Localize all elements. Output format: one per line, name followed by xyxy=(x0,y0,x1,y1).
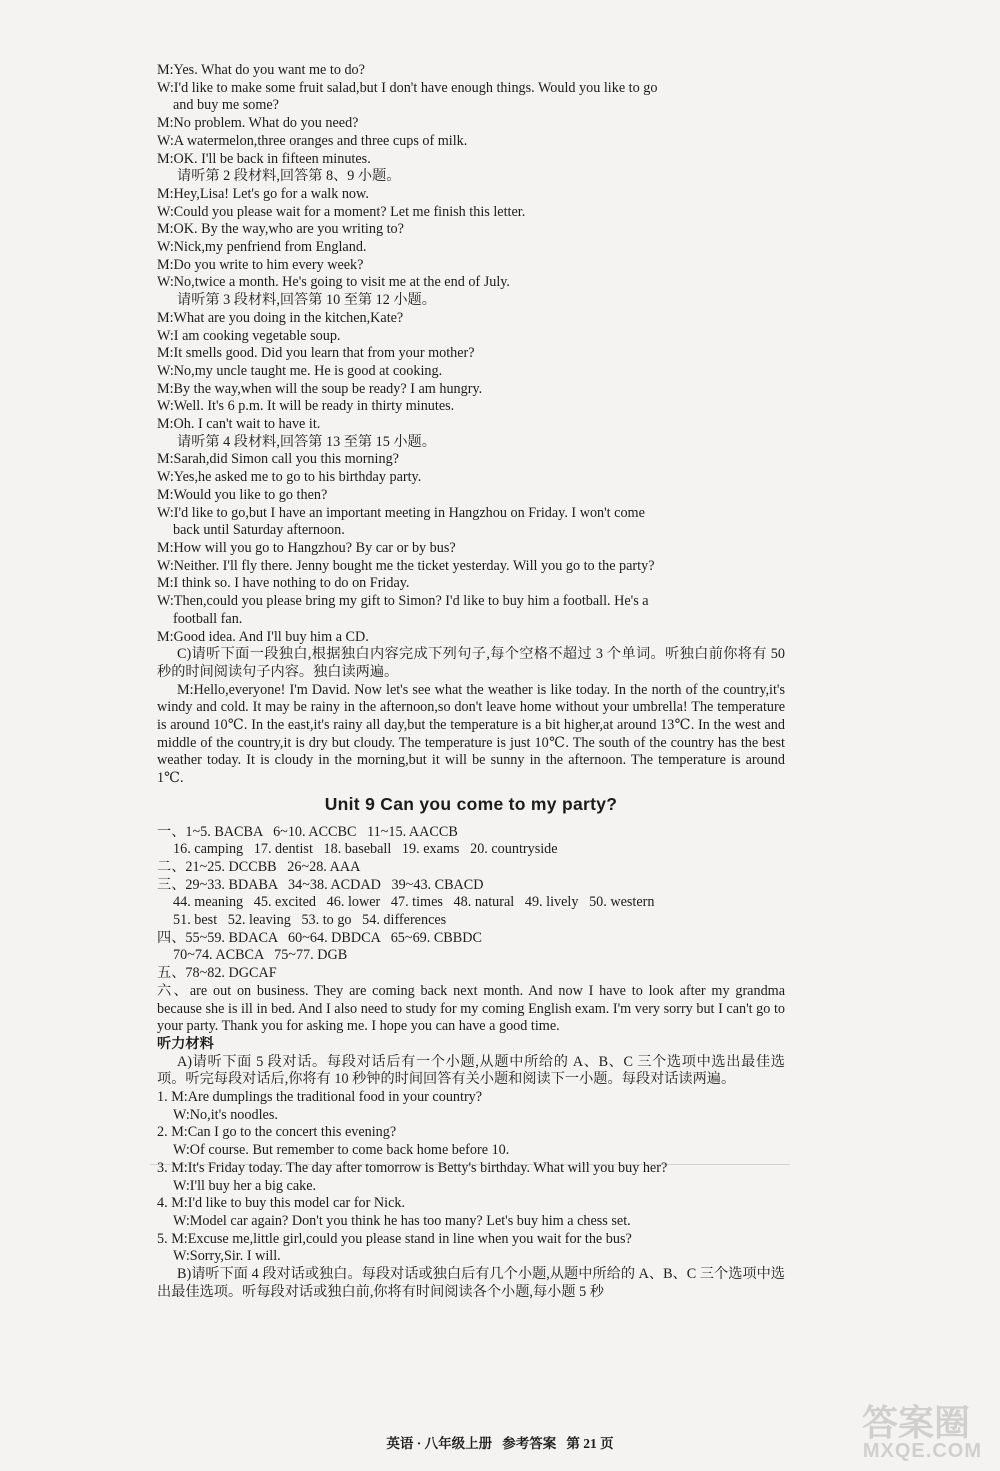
dialogue-line: M:Oh. I can't wait to have it. xyxy=(157,416,321,433)
dialogue-line: and buy me some? xyxy=(173,97,279,114)
dialogue-line: W:Well. It's 6 p.m. It will be ready in thirty minutes. xyxy=(157,398,455,415)
dialogue-line: 1. M:Are dumplings the traditional food in your country? xyxy=(157,1089,483,1106)
page-footer: 英语 · 八年级上册 参考答案 第 21 页 xyxy=(386,1436,614,1451)
answer-line: 五、78~82. DGCAF xyxy=(157,965,277,982)
section-c-instructions: C)请听下面一段独白,根据独白内容完成下列句子,每个空格不超过 3 个单词。听独白前你将有 50 秒的时间阅读句子内容。独白读两遍。 xyxy=(157,646,785,680)
dialogue-line: football fan. xyxy=(173,610,243,627)
dialogue-line: W:No,twice a month. He's going to visit me at the end of July. xyxy=(157,274,510,291)
dialogue-line: W:I'd like to go,but I have an important meeting in Hangzhou on Friday. I won't come xyxy=(157,504,645,521)
dialogue-line: M:By the way,when will the soup be ready? I am hungry. xyxy=(157,380,483,397)
dialogue-line: 4. M:I'd like to buy this model car for Nick. xyxy=(157,1195,406,1212)
dialogue-line: 3. M:It's Friday today. The day after tomorrow is Betty's birthday. What will you buy her? xyxy=(157,1159,668,1176)
dialogue-line: 5. M:Excuse me,little girl,could you please stand in line when you wait for the bus? xyxy=(157,1230,632,1247)
answer-line: 一、1~5. BACBA 6~10. ACCBC 11~15. AACCB xyxy=(157,823,458,840)
answer-line: 51. best 52. leaving 53. to go 54. differences xyxy=(173,912,447,929)
dialogue-2 xyxy=(157,186,785,292)
dialogue-line: W:Model car again? Don't you think he has too many? Let's buy him a chess set. xyxy=(173,1213,631,1229)
section-a-instructions: A)请听下面 5 段对话。每段对话后有一个小题,从题中所给的 A、B、C 三个选项中选出最佳选项。听完每段对话后,你将有 10 秒钟的时间回答有关小题和阅读下一小题。每段对话读两遍。 xyxy=(157,1053,785,1088)
dialogue-line: W:No,my uncle taught me. He is good at cooking. xyxy=(157,362,443,379)
answer-line: 二、21~25. DCCBB 26~28. AAA xyxy=(157,858,361,875)
dialogue-line: W:Of course. But remember to come back home before 10. xyxy=(173,1142,510,1159)
dialogue-line: back until Saturday afternoon. xyxy=(173,522,345,539)
dialogue-line: M:Would you like to go then? xyxy=(157,486,328,503)
dialogue-line: M:No problem. What do you need? xyxy=(157,115,359,132)
dialogue-line: W:Could you please wait for a moment? Let me finish this letter. xyxy=(157,203,526,220)
dialogue-3 xyxy=(157,310,785,434)
dialogue-line: M:Yes. What do you want me to do? xyxy=(157,62,365,78)
dialogue-1 xyxy=(157,62,785,168)
dialogue-line: W:No,it's noodles. xyxy=(173,1106,278,1123)
dialogue-line: W:Nick,my penfriend from England. xyxy=(157,239,367,256)
dialogue-line: W:Sorry,Sir. I will. xyxy=(173,1248,281,1265)
weather-monologue: M:Hello,everyone! I'm David. Now let's see what the weather is like today. In the north of the country,it's windy and cold. It may be rainy in the afternoon,so don't leave home without your umbrella! The temperature is around 10℃. In the east,it's rainy all day,but the temperature is a bit higher,at around 13℃. In the west and middle of the country,it is dry but cloudy. The temperature is just 10℃. The south of the country has the best weather today. It is cloudy in the morning,but it will be sunny in the afternoon. The temperature is around 1℃. xyxy=(157,681,785,787)
answer-line: 三、29~33. BDABA 34~38. ACDAD 39~43. CBACD xyxy=(157,876,484,893)
watermark-logo: 答案圈 xyxy=(861,1403,970,1443)
dialogue-line: M:OK. I'll be back in fifteen minutes. xyxy=(157,150,371,167)
section-2-heading: 请听第 2 段材料,回答第 8、9 小题。 xyxy=(177,168,401,185)
dialogue-line: W:Yes,he asked me to go to his birthday party. xyxy=(157,469,422,486)
dialogue-line: W:I'd like to make some fruit salad,but I don't have enough things. Would you like to go xyxy=(157,79,658,96)
dialogue-line: W:A watermelon,three oranges and three cups of milk. xyxy=(157,132,468,149)
listening-heading: 听力材料 xyxy=(157,1035,214,1052)
watermark-text: MXQE.COM xyxy=(862,1440,982,1462)
dialogue-line: W:I'll buy her a big cake. xyxy=(173,1177,317,1194)
answer-line: 六、are out on business. They are coming back next month. And now I have to look after my grandma because she is ill in bed. And I also need to study for my coming English exam. I'm very sorry but I can't go to your party. Thank you for asking me. I hope you can have a good time. xyxy=(157,982,785,1035)
dialogue-line: M:How will you go to Hangzhou? By car or by bus? xyxy=(157,539,456,556)
dialogue-line: M:OK. By the way,who are you writing to? xyxy=(157,221,404,238)
section-b-instructions: B)请听下面 4 段对话或独白。每段对话或独白后有几个小题,从题中所给的 A、B、C 三个选项中选出最佳选项。听每段对话或独白前,你将有时间阅读各个小题,每小题 5 秒 xyxy=(157,1266,785,1300)
listening-dialogues xyxy=(157,1089,785,1266)
dialogue-4 xyxy=(157,451,785,646)
dialogue-line: M:Sarah,did Simon call you this morning? xyxy=(157,451,399,468)
answer-line: 70~74. ACBCA 75~77. DGB xyxy=(173,947,348,964)
dialogue-line: 2. M:Can I go to the concert this evening? xyxy=(157,1124,397,1141)
page-content xyxy=(157,62,785,1302)
dialogue-line: M:I think so. I have nothing to do on Friday. xyxy=(157,575,410,592)
dialogue-line: M:Hey,Lisa! Let's go for a walk now. xyxy=(157,185,369,202)
answer-key xyxy=(157,824,785,1036)
dialogue-line: M:What are you doing in the kitchen,Kate? xyxy=(157,309,404,326)
section-3-heading: 请听第 3 段材料,回答第 10 至第 12 小题。 xyxy=(177,292,436,309)
dialogue-line: W:Then,could you please bring my gift to Simon? I'd like to buy him a football. He's a xyxy=(157,593,649,610)
watermark xyxy=(838,1395,988,1465)
dialogue-line: W:Neither. I'll fly there. Jenny bought me the ticket yesterday. Will you go to the party? xyxy=(157,557,655,574)
answer-line: 四、55~59. BDACA 60~64. DBDCA 65~69. CBBDC xyxy=(157,929,482,946)
dialogue-line: W:I am cooking vegetable soup. xyxy=(157,327,341,344)
dialogue-line: M:Do you write to him every week? xyxy=(157,256,364,273)
dialogue-line: M:It smells good. Did you learn that from your mother? xyxy=(157,345,475,362)
answer-line: 44. meaning 45. excited 46. lower 47. times 48. natural 49. lively 50. western xyxy=(173,894,655,911)
dialogue-line: M:Good idea. And I'll buy him a CD. xyxy=(157,628,369,645)
answer-line: 16. camping 17. dentist 18. baseball 19. exams 20. countryside xyxy=(173,841,558,858)
section-4-heading: 请听第 4 段材料,回答第 13 至第 15 小题。 xyxy=(177,433,436,450)
unit-title: Unit 9 Can you come to my party? xyxy=(324,793,618,814)
